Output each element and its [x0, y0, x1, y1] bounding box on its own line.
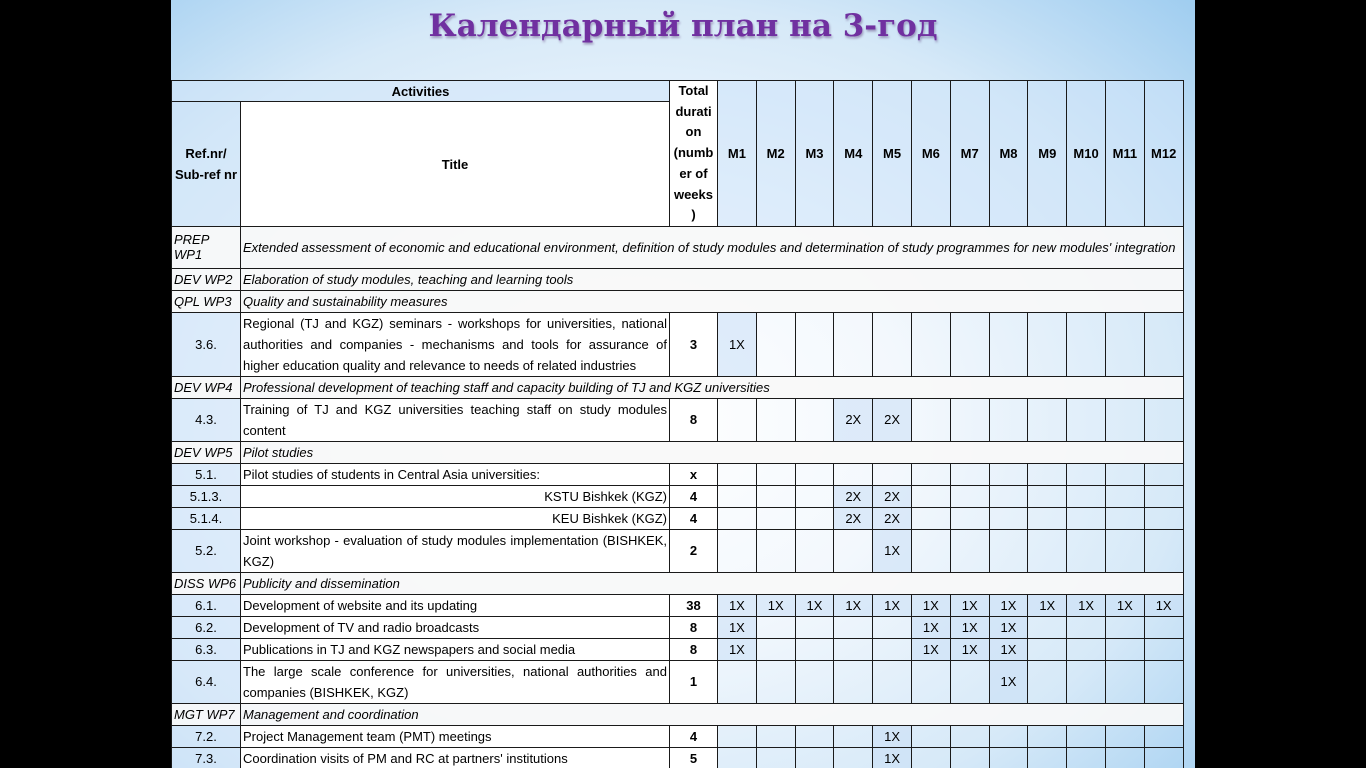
work-package-row	[172, 572, 1184, 594]
month-cell	[795, 463, 834, 485]
month-cell	[718, 529, 757, 572]
month-cell	[1067, 312, 1106, 376]
slide-title: Календарный план на 3-год	[428, 8, 938, 44]
activity-ref: 7.2.	[172, 725, 241, 747]
month-cell	[1144, 463, 1183, 485]
activity-row	[172, 747, 1184, 768]
month-cell: 1X	[1105, 594, 1144, 616]
month-cell	[1067, 660, 1106, 703]
activity-ref: 6.2.	[172, 616, 241, 638]
month-cell	[950, 398, 989, 441]
month-cell	[1144, 660, 1183, 703]
activity-ref: 6.3.	[172, 638, 241, 660]
month-cell	[756, 747, 795, 768]
work-package-row	[172, 226, 1184, 268]
month-cell	[795, 529, 834, 572]
month-cell: 1X	[873, 594, 912, 616]
month-cell	[1105, 485, 1144, 507]
wp-ref: DISS WP6	[172, 572, 241, 594]
activity-duration: 4	[670, 725, 718, 747]
activity-ref: 5.1.	[172, 463, 241, 485]
activity-duration: 8	[670, 398, 718, 441]
activity-row	[172, 398, 1184, 441]
month-cell	[1105, 312, 1144, 376]
month-cell	[1067, 485, 1106, 507]
month-cell	[911, 463, 950, 485]
month-cell: 1X	[718, 638, 757, 660]
month-cell	[1144, 312, 1183, 376]
activity-title: KSTU Bishkek (KGZ)	[241, 485, 670, 507]
activity-title: Pilot studies of students in Central Asia universities:	[241, 463, 670, 485]
activity-duration: 8	[670, 638, 718, 660]
wp-title: Publicity and dissemination	[241, 572, 1184, 594]
month-cell	[1105, 398, 1144, 441]
month-cell	[1028, 660, 1067, 703]
month-cell	[795, 507, 834, 529]
month-cell	[1067, 638, 1106, 660]
month-cell	[834, 638, 873, 660]
activity-title: The large scale conference for universities, national authorities and companies (BISHKEK, KGZ)	[241, 660, 670, 703]
wp-title: Quality and sustainability measures	[241, 290, 1184, 312]
activity-duration: 4	[670, 507, 718, 529]
wp-title: Elaboration of study modules, teaching and learning tools	[241, 268, 1184, 290]
month-cell: 2X	[834, 485, 873, 507]
wp-ref: DEV WP4	[172, 376, 241, 398]
month-cell	[989, 529, 1028, 572]
month-cell	[911, 747, 950, 768]
activity-ref: 3.6.	[172, 312, 241, 376]
activity-row	[172, 485, 1184, 507]
activity-duration: 38	[670, 594, 718, 616]
activity-row	[172, 638, 1184, 660]
activity-row	[172, 594, 1184, 616]
activity-ref: 6.4.	[172, 660, 241, 703]
activity-title: Development of website and its updating	[241, 594, 670, 616]
month-cell	[873, 312, 912, 376]
month-header: M5	[873, 81, 912, 227]
month-cell: 2X	[873, 507, 912, 529]
month-cell	[950, 725, 989, 747]
month-cell	[718, 485, 757, 507]
month-cell	[989, 725, 1028, 747]
month-cell	[1105, 616, 1144, 638]
month-cell	[1028, 507, 1067, 529]
work-package-row	[172, 376, 1184, 398]
month-cell	[834, 312, 873, 376]
activity-row	[172, 616, 1184, 638]
month-cell: 1X	[950, 594, 989, 616]
activity-ref: 5.2.	[172, 529, 241, 572]
month-cell	[911, 485, 950, 507]
month-cell	[756, 312, 795, 376]
month-header: M10	[1067, 81, 1106, 227]
work-package-row	[172, 441, 1184, 463]
month-cell	[756, 398, 795, 441]
activity-ref: 6.1.	[172, 594, 241, 616]
month-header: M4	[834, 81, 873, 227]
activity-row	[172, 312, 1184, 376]
wp-title: Management and coordination	[241, 703, 1184, 725]
activity-title: Coordination visits of PM and RC at partners' institutions	[241, 747, 670, 768]
month-cell	[1144, 507, 1183, 529]
month-cell	[834, 660, 873, 703]
month-cell	[911, 398, 950, 441]
month-cell	[756, 485, 795, 507]
month-cell: 1X	[989, 594, 1028, 616]
month-cell	[795, 638, 834, 660]
month-cell	[911, 725, 950, 747]
activity-title: Project Management team (PMT) meetings	[241, 725, 670, 747]
activity-title: Joint workshop - evaluation of study modules implementation (BISHKEK, KGZ)	[241, 529, 670, 572]
activity-row	[172, 463, 1184, 485]
month-cell	[989, 398, 1028, 441]
duration-header-line: er of	[679, 165, 708, 181]
month-cell	[1067, 747, 1106, 768]
activity-row	[172, 529, 1184, 572]
month-cell: 1X	[911, 638, 950, 660]
month-cell	[834, 747, 873, 768]
month-cell	[1028, 529, 1067, 572]
activity-ref: 5.1.4.	[172, 507, 241, 529]
activity-title: Training of TJ and KGZ universities teaching staff on study modules content	[241, 398, 670, 441]
activity-title: Development of TV and radio broadcasts	[241, 616, 670, 638]
month-cell: 1X	[718, 594, 757, 616]
month-cell	[1067, 398, 1106, 441]
activities-header: Activities	[172, 81, 670, 102]
activity-ref: 5.1.3.	[172, 485, 241, 507]
month-header: M8	[989, 81, 1028, 227]
month-cell	[1144, 747, 1183, 768]
month-cell	[795, 485, 834, 507]
month-cell: 1X	[718, 616, 757, 638]
month-cell	[1105, 507, 1144, 529]
month-cell	[756, 638, 795, 660]
month-header: M2	[756, 81, 795, 227]
month-cell	[795, 616, 834, 638]
month-cell: 1X	[873, 529, 912, 572]
month-cell: 1X	[989, 638, 1028, 660]
month-cell	[1067, 616, 1106, 638]
month-cell	[1028, 463, 1067, 485]
duration-header-line: (numb	[673, 145, 714, 161]
wp-ref: DEV WP5	[172, 441, 241, 463]
month-cell	[718, 398, 757, 441]
month-cell	[1028, 616, 1067, 638]
month-cell	[834, 725, 873, 747]
activity-title: KEU Bishkek (KGZ)	[241, 507, 670, 529]
month-cell: 1X	[989, 660, 1028, 703]
month-cell	[1067, 507, 1106, 529]
wp-ref: QPL WP3	[172, 290, 241, 312]
wp-title: Pilot studies	[241, 441, 1184, 463]
month-cell	[989, 485, 1028, 507]
month-cell	[950, 529, 989, 572]
month-cell	[989, 747, 1028, 768]
month-cell	[911, 529, 950, 572]
month-cell: 1X	[989, 616, 1028, 638]
month-cell: 1X	[1144, 594, 1183, 616]
activity-duration: 2	[670, 529, 718, 572]
month-cell: 1X	[873, 725, 912, 747]
month-cell: 1X	[1067, 594, 1106, 616]
duration-header-line: on	[685, 124, 702, 140]
month-cell	[1067, 725, 1106, 747]
month-cell	[989, 463, 1028, 485]
wp-ref: DEV WP2	[172, 268, 241, 290]
month-cell	[989, 312, 1028, 376]
month-cell: 1X	[756, 594, 795, 616]
month-cell	[1028, 747, 1067, 768]
month-cell: 1X	[795, 594, 834, 616]
month-cell	[1028, 725, 1067, 747]
duration-header-line: weeks	[673, 186, 714, 202]
duration-header	[670, 81, 718, 227]
month-cell	[950, 485, 989, 507]
month-header: M1	[718, 81, 757, 227]
month-cell	[756, 660, 795, 703]
month-header: M9	[1028, 81, 1067, 227]
month-header: M7	[950, 81, 989, 227]
title-header: Title	[241, 102, 670, 227]
month-cell: 1X	[911, 616, 950, 638]
month-cell	[1105, 529, 1144, 572]
wp-ref: MGT WP7	[172, 703, 241, 725]
month-header: M3	[795, 81, 834, 227]
month-cell: 1X	[950, 616, 989, 638]
month-cell	[756, 725, 795, 747]
ref-header: Ref.nr/ Sub-ref nr	[172, 102, 241, 227]
month-cell: 1X	[834, 594, 873, 616]
month-cell: 2X	[873, 485, 912, 507]
month-cell	[1028, 485, 1067, 507]
slide	[171, 0, 1195, 768]
month-header: M12	[1144, 81, 1183, 227]
activity-title: Regional (TJ and KGZ) seminars - workshops for universities, national authorities and companies - mechanisms and tools for assurance of higher education quality and relevance to needs of related industries	[241, 312, 670, 376]
wp-title: Extended assessment of economic and educational environment, definition of study modules and determination of study programmes for new modules' integration	[241, 226, 1184, 268]
activity-duration: 5	[670, 747, 718, 768]
activity-ref: 4.3.	[172, 398, 241, 441]
activity-row	[172, 507, 1184, 529]
month-cell	[873, 638, 912, 660]
activity-duration: 8	[670, 616, 718, 638]
month-cell: 1X	[718, 312, 757, 376]
month-cell	[795, 725, 834, 747]
month-cell	[950, 507, 989, 529]
month-cell	[1105, 725, 1144, 747]
wp-ref: PREP WP1	[172, 226, 241, 268]
month-cell	[718, 660, 757, 703]
month-cell: 1X	[1028, 594, 1067, 616]
month-cell	[1144, 529, 1183, 572]
activity-ref: 7.3.	[172, 747, 241, 768]
month-cell	[873, 660, 912, 703]
duration-header-line: durati	[675, 103, 712, 119]
month-cell	[718, 725, 757, 747]
month-cell	[756, 529, 795, 572]
month-cell	[1028, 638, 1067, 660]
month-cell	[1105, 747, 1144, 768]
schedule-table	[171, 80, 1184, 768]
month-cell	[795, 312, 834, 376]
month-cell	[795, 660, 834, 703]
month-cell: 1X	[873, 747, 912, 768]
month-cell	[1105, 463, 1144, 485]
month-cell: 1X	[911, 594, 950, 616]
month-cell	[756, 507, 795, 529]
month-cell	[989, 507, 1028, 529]
month-cell	[1028, 312, 1067, 376]
month-cell	[911, 507, 950, 529]
month-cell	[1144, 725, 1183, 747]
month-cell	[950, 312, 989, 376]
month-cell	[718, 747, 757, 768]
month-cell	[911, 312, 950, 376]
month-cell	[1144, 398, 1183, 441]
work-package-row	[172, 703, 1184, 725]
duration-header-line: Total	[678, 83, 709, 98]
month-cell	[718, 507, 757, 529]
activity-row	[172, 660, 1184, 703]
month-cell	[1105, 638, 1144, 660]
month-cell	[718, 463, 757, 485]
month-cell	[834, 616, 873, 638]
month-cell: 2X	[834, 507, 873, 529]
duration-header-line: )	[691, 207, 696, 223]
month-cell	[950, 660, 989, 703]
month-cell	[1067, 463, 1106, 485]
month-cell	[1144, 616, 1183, 638]
wp-title: Professional development of teaching staff and capacity building of TJ and KGZ universities	[241, 376, 1184, 398]
month-header: M6	[911, 81, 950, 227]
activity-duration: 4	[670, 485, 718, 507]
month-cell	[795, 398, 834, 441]
activity-row	[172, 725, 1184, 747]
month-cell: 2X	[834, 398, 873, 441]
month-header: M11	[1105, 81, 1144, 227]
month-cell	[834, 529, 873, 572]
activity-duration: 1	[670, 660, 718, 703]
month-cell	[1144, 638, 1183, 660]
activity-title: Publications in TJ and KGZ newspapers and social media	[241, 638, 670, 660]
schedule-body	[172, 226, 1184, 768]
month-cell	[873, 616, 912, 638]
month-cell	[834, 463, 873, 485]
month-cell	[950, 463, 989, 485]
month-cell	[1028, 398, 1067, 441]
month-cell: 1X	[950, 638, 989, 660]
month-cell	[1105, 660, 1144, 703]
month-cell	[911, 660, 950, 703]
activity-duration: 3	[670, 312, 718, 376]
month-cell	[873, 463, 912, 485]
month-cell	[795, 747, 834, 768]
activity-duration: x	[670, 463, 718, 485]
month-cell	[756, 616, 795, 638]
month-cell: 2X	[873, 398, 912, 441]
month-cell	[756, 463, 795, 485]
month-cell	[1067, 529, 1106, 572]
work-package-row	[172, 290, 1184, 312]
work-package-row	[172, 268, 1184, 290]
month-cell	[1144, 485, 1183, 507]
month-cell	[950, 747, 989, 768]
